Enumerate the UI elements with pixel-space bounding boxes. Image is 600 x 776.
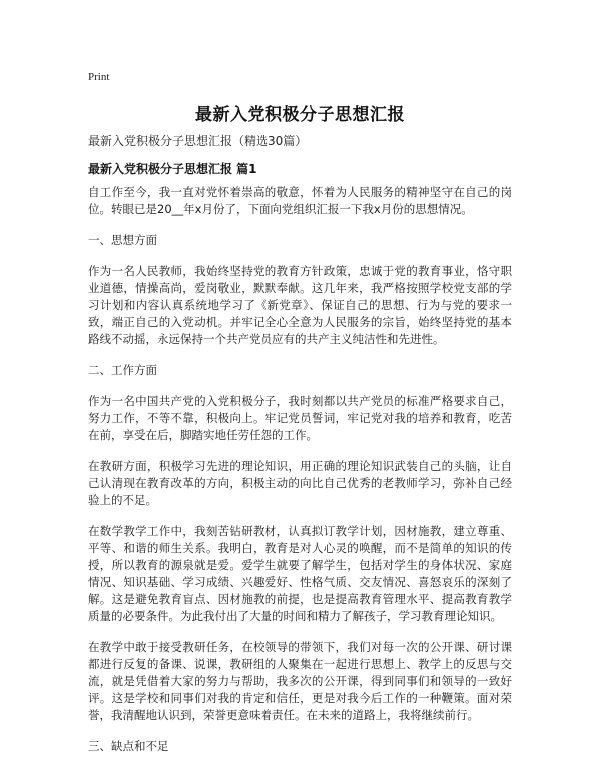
section-title: 最新入党积极分子思想汇报 篇1: [88, 162, 257, 176]
paragraph-work-2: 在教研方面，积极学习先进的理论知识，用正确的理论知识武装自己的头脑，让自己认清现在教育改革的方向，积极主动的向比自己优秀的老教师学习，弥补自己经验上的不足。: [88, 459, 512, 507]
paragraph-work-3: 在数学教学工作中，我刻苦钻研教材，认真拟订教学计划，因材施教，建立尊重、平等、和谐的师生关系。我明白，教育是对人心灵的唤醒，而不是简单的知识的传授，所以教育的源泉就是爱。爱学生就要了解学生，包括对学生的身体状况、家庭情况、知识基础、学习成绩、兴趣爱好、性格气质、交友情况、喜怒哀乐的深刻了解。这是避免教育盲点、因材施教的前提，也是提高教育管理水平、提高教育教学质量的必要条件。为此我付出了大量的时间和精力了解孩子，学习教育理论知识。: [88, 524, 512, 623]
paragraph-work-1: 作为一名中国共产党的入党积极分子，我时刻都以共产党员的标准严格要求自己，努力工作，不等不靠，积极向上。牢记党员誓词，牢记党对我的培养和教育，吃苦在前，享受在后，脚踏实地任劳任怨的工作。: [88, 394, 512, 442]
paragraph-thought: 作为一名人民教师，我始终坚持党的教育方针政策，忠诚于党的教育事业，恪守职业道德，情操高尚，爱岗敬业，默默奉献。这几年来，我严格按照学校党支部的学习计划和内容认真系统地学习了《新党章》、保证自己的思想、行为与党的要求一致，端正自己的入党动机。并牢记全心全意为人民服务的宗旨，始终坚持党的基本路线不动摇，永远保持一个共产党员应有的共产主义纯洁性和先进性。: [88, 264, 512, 346]
paragraph-work-4: 在教学中敢于接受教研任务，在校领导的带领下，我们对每一次的公开课、研讨课都进行反复的备课、说课，教研组的人聚集在一起进行思想上、教学上的反思与交流，就是凭借着大家的努力与帮助，我多次的公开课，得到同事们和领导的一致好评。这是学校和同事们对我的肯定和信任，更是对我今后工作的一种鞭策。面对荣誉，我清醒地认识到，荣誉更意味着责任。在未来的道路上，我将继续前行。: [88, 640, 512, 722]
document-subtitle: 最新入党积极分子思想汇报（精选30篇）: [88, 134, 308, 148]
print-label: Print: [88, 71, 110, 83]
document-body: [88, 184, 512, 769]
paragraph-intro: 自工作至今，我一直对党怀着崇高的敬意，怀着为人民服务的精神坚守在自己的岗位。转眼已是20__年x月份了，下面向党组织汇报一下我x月份的思想情况。: [88, 185, 512, 216]
heading-thought: 一、思想方面: [88, 233, 157, 247]
document-title: 最新入党积极分子思想汇报: [195, 105, 405, 125]
heading-work: 二、工作方面: [88, 363, 157, 377]
heading-shortcomings: 三、缺点和不足: [88, 739, 169, 753]
